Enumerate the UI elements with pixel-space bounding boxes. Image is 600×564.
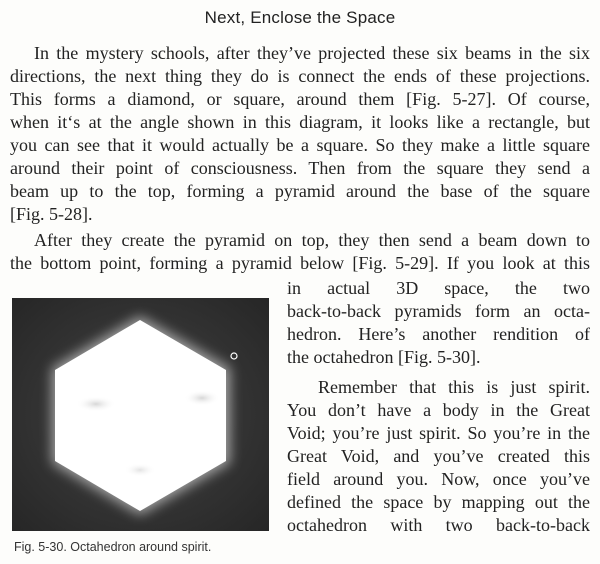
paragraph-3-line: octahedron with two back-to-back [287, 515, 590, 535]
spirit-dot [231, 353, 237, 359]
paragraph-3-line: Great Void, and you’ve created this [287, 446, 590, 466]
paragraph-2-line: After they create the pyramid on top, they then send a beam down to [34, 230, 590, 250]
paragraph-1-line: [Fig. 5-28]. [10, 204, 93, 224]
spirit-mark-right [184, 390, 220, 406]
octahedron-shape [55, 320, 226, 511]
paragraph-3-line: You don’t have a body in the Great [287, 400, 590, 420]
paragraph-1-line: beam up to the top, forming a pyramid around the base of the square [10, 181, 590, 201]
paragraph-3-line: defined the space by mapping out the [287, 492, 590, 512]
figure-caption: Fig. 5-30. Octahedron around spirit. [14, 540, 212, 554]
spirit-mark-left [76, 396, 116, 412]
section-heading: Next, Enclose the Space [204, 8, 396, 27]
octahedron-illustration [12, 298, 269, 531]
paragraph-3-line: Void; you’re just spirit. So you’re in the [287, 423, 590, 443]
paragraph-2-line: back-to-back pyramids form an octa- [287, 301, 590, 321]
paragraph-1-line: when it‘s at the angle shown in this diagram, it looks like a rectangle, but [10, 112, 590, 132]
paragraph-2-line: in actual 3D space, the two [287, 278, 590, 298]
paragraph-2-line: hedron. Here’s another rendition of [287, 324, 590, 344]
paragraph-1-line: directions, the next thing they do is connect the ends of these projections. [10, 66, 590, 86]
paragraph-2-line: the bottom point, forming a pyramid below [Fig. 5-29]. If you look at this [10, 253, 590, 273]
paragraph-1-line: This forms a diamond, or square, around them [Fig. 5-27]. Of course, [10, 89, 590, 109]
paragraph-1-line: In the mystery schools, after they’ve projected these six beams in the six [34, 43, 590, 63]
paragraph-2-line: the octahedron [Fig. 5-30]. [287, 347, 481, 367]
paragraph-3-line: field around you. Now, once you’ve [287, 469, 590, 489]
paragraph-1-line: you can see that it would actually be a square. So they make a little square [10, 135, 590, 155]
paragraph-1-line: around their point of consciousness. Then from the square they send a [10, 158, 590, 178]
octahedron-figure [12, 298, 269, 531]
spirit-mark-bottom [124, 463, 156, 477]
paragraph-3-line: Remember that this is just spirit. [318, 377, 590, 397]
